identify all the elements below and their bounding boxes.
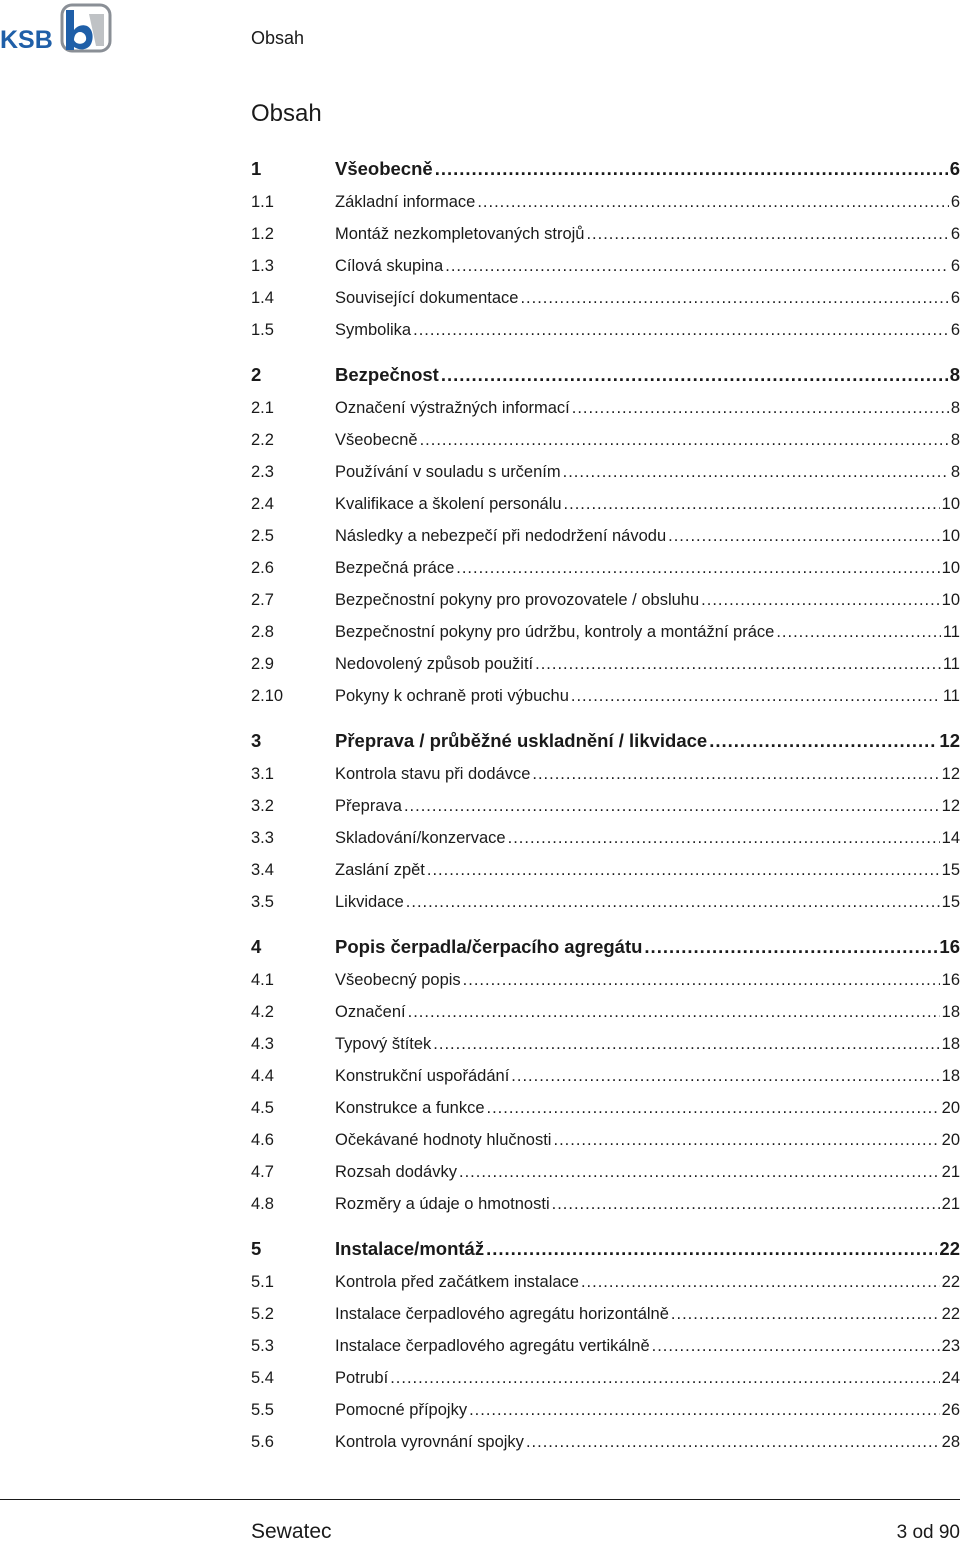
- toc-entry-title: Symbolika: [335, 321, 412, 339]
- toc-chapter: [251, 724, 960, 918]
- toc-entry[interactable]: [251, 314, 960, 346]
- toc-entry-number: 2.7: [251, 591, 274, 609]
- toc-entry-number: 5.1: [251, 1273, 274, 1291]
- toc-dot-leader: [420, 424, 949, 456]
- toc-entry-page: 15: [941, 893, 960, 911]
- toc-entry-title: Bezpečnost: [335, 364, 439, 385]
- toc-entry-page: 6: [950, 225, 960, 243]
- toc-chapter: [251, 152, 960, 346]
- toc-entry[interactable]: [251, 1362, 960, 1394]
- toc-dot-leader: [441, 358, 948, 392]
- toc-chapter: [251, 1232, 960, 1458]
- toc-dot-leader: [390, 1362, 939, 1394]
- toc-dot-leader: [652, 1330, 940, 1362]
- toc-dot-leader: [459, 1156, 940, 1188]
- toc-entry-number: 4.3: [251, 1035, 274, 1053]
- toc-entry-page: 28: [941, 1433, 960, 1451]
- toc-entry-title: Kontrola vyrovnání spojky: [335, 1433, 524, 1451]
- toc-entry-title: Bezpečnostní pokyny pro provozovatele / obsluhu: [335, 591, 700, 609]
- toc-entry-page: 22: [941, 1273, 960, 1291]
- toc-entry-number: 3.4: [251, 861, 274, 879]
- toc-entry-page: 8: [950, 399, 960, 417]
- toc-dot-leader: [486, 1232, 937, 1266]
- toc-entry-page: 23: [941, 1337, 960, 1355]
- toc-dot-leader: [776, 616, 941, 648]
- toc-entry-page: 14: [941, 829, 960, 847]
- toc-entry-title: Zaslání zpět: [335, 861, 425, 879]
- toc-entry[interactable]: [251, 854, 960, 886]
- toc-entry-title: Přeprava: [335, 797, 402, 815]
- toc-entry-page: 22: [941, 1305, 960, 1323]
- toc-entry-title: Kontrola před začátkem instalace: [335, 1273, 579, 1291]
- toc-entry[interactable]: [251, 1156, 960, 1188]
- toc-dot-leader: [668, 520, 940, 552]
- toc-entry-page: 26: [941, 1401, 960, 1419]
- toc-entry[interactable]: [251, 520, 960, 552]
- toc-entry-page: 12: [939, 730, 960, 751]
- toc-entry-title: Likvidace: [335, 893, 404, 911]
- toc-entry-title: Popis čerpadla/čerpacího agregátu: [335, 936, 643, 957]
- toc-entry-number: 4.8: [251, 1195, 274, 1213]
- toc-dot-leader: [408, 996, 940, 1028]
- toc-entry-page: 10: [941, 591, 960, 609]
- toc-entry[interactable]: [251, 552, 960, 584]
- toc-dot-leader: [552, 1188, 940, 1220]
- logo-text: KSB: [0, 26, 53, 54]
- toc-entry-page: 20: [941, 1099, 960, 1117]
- toc-entry[interactable]: [251, 964, 960, 996]
- toc-entry-number: 2.4: [251, 495, 274, 513]
- toc-entry-page: 21: [941, 1195, 960, 1213]
- toc-entry[interactable]: [251, 1092, 960, 1124]
- toc-entry[interactable]: [251, 886, 960, 918]
- toc-chapter: [251, 930, 960, 1220]
- toc-entry-title: Rozsah dodávky: [335, 1163, 457, 1181]
- toc-dot-leader: [511, 1060, 939, 1092]
- toc-entry-number: 4.6: [251, 1131, 274, 1149]
- toc-entry-number: 2.8: [251, 623, 274, 641]
- toc-entry-page: 15: [941, 861, 960, 879]
- toc-entry[interactable]: [251, 488, 960, 520]
- toc-dot-leader: [445, 250, 949, 282]
- toc-chapter-entry[interactable]: [251, 1232, 960, 1266]
- toc-entry[interactable]: [251, 1188, 960, 1220]
- toc-entry[interactable]: [251, 1394, 960, 1426]
- toc-dot-leader: [427, 854, 940, 886]
- toc-entry-page: 16: [939, 936, 960, 957]
- toc-dot-leader: [572, 392, 949, 424]
- toc-entry-number: 2.1: [251, 399, 274, 417]
- toc-entry-title: Bezpečná práce: [335, 559, 455, 577]
- toc-entry-title: Očekávané hodnoty hlučnosti: [335, 1131, 552, 1149]
- toc-entry[interactable]: [251, 996, 960, 1028]
- toc-chapter-entry[interactable]: [251, 358, 960, 392]
- toc-entry[interactable]: [251, 1060, 960, 1092]
- toc-entry-title: Konstrukce a funkce: [335, 1099, 485, 1117]
- toc-entry[interactable]: [251, 456, 960, 488]
- toc-dot-leader: [586, 218, 948, 250]
- toc-entry[interactable]: [251, 282, 960, 314]
- toc-entry[interactable]: [251, 186, 960, 218]
- toc-dot-leader: [701, 584, 939, 616]
- toc-dot-leader: [435, 152, 948, 186]
- toc-entry-number: 2.5: [251, 527, 274, 545]
- table-of-contents: [251, 152, 960, 1470]
- toc-entry-title: Cílová skupina: [335, 257, 444, 275]
- toc-chapter: [251, 358, 960, 712]
- toc-entry-page: 18: [941, 1035, 960, 1053]
- toc-entry[interactable]: [251, 1266, 960, 1298]
- toc-entry-page: 10: [941, 495, 960, 513]
- toc-entry-number: 2: [251, 364, 262, 385]
- toc-entry-page: 18: [941, 1003, 960, 1021]
- toc-entry-title: Potrubí: [335, 1369, 389, 1387]
- toc-entry-title: Všeobecný popis: [335, 971, 461, 989]
- toc-entry-number: 3: [251, 730, 262, 751]
- toc-dot-leader: [553, 1124, 939, 1156]
- toc-entry-title: Instalace/montáž: [335, 1238, 485, 1259]
- toc-entry[interactable]: [251, 250, 960, 282]
- toc-entry-page: 21: [941, 1163, 960, 1181]
- toc-entry-title: Instalace čerpadlového agregátu vertikálně: [335, 1337, 650, 1355]
- toc-entry[interactable]: [251, 1426, 960, 1458]
- footer-product-name: Sewatec: [251, 1520, 332, 1543]
- toc-entry-title: Konstrukční uspořádání: [335, 1067, 510, 1085]
- toc-dot-leader: [520, 282, 948, 314]
- toc-entry-number: 1.1: [251, 193, 274, 211]
- toc-entry[interactable]: [251, 392, 960, 424]
- toc-entry-title: Pomocné přípojky: [335, 1401, 468, 1419]
- toc-entry-title: Všeobecně: [335, 431, 418, 449]
- toc-dot-leader: [581, 1266, 940, 1298]
- toc-entry-number: 1.4: [251, 289, 274, 307]
- toc-chapter-entry[interactable]: [251, 152, 960, 186]
- toc-entry-number: 2.6: [251, 559, 274, 577]
- toc-entry-number: 1.3: [251, 257, 274, 275]
- toc-dot-leader: [463, 964, 940, 996]
- toc-dot-leader: [508, 822, 940, 854]
- toc-entry-title: Nedovolený způsob použití: [335, 655, 534, 673]
- toc-entry-page: 6: [950, 257, 960, 275]
- toc-entry[interactable]: [251, 1124, 960, 1156]
- toc-dot-leader: [433, 1028, 939, 1060]
- toc-dot-leader: [456, 552, 939, 584]
- toc-entry-page: 22: [939, 1238, 960, 1259]
- toc-entry-page: 18: [941, 1067, 960, 1085]
- toc-entry[interactable]: [251, 1028, 960, 1060]
- toc-chapter-entry[interactable]: [251, 724, 960, 758]
- header-title: Obsah: [251, 28, 305, 48]
- toc-dot-leader: [532, 758, 939, 790]
- toc-entry-page: 8: [950, 431, 960, 449]
- toc-entry-page: 6: [950, 193, 960, 211]
- toc-entry-title: Následky a nebezpečí při nedodržení návodu: [335, 527, 667, 545]
- toc-dot-leader: [406, 886, 940, 918]
- toc-entry-number: 5.6: [251, 1433, 274, 1451]
- toc-entry-number: 5.5: [251, 1401, 274, 1419]
- ksb-logo: [0, 2, 116, 54]
- toc-entry-number: 3.2: [251, 797, 274, 815]
- toc-dot-leader: [413, 314, 949, 346]
- toc-entry-page: 8: [949, 364, 960, 385]
- toc-entry-number: 5: [251, 1238, 262, 1259]
- footer-page-number: 3 od 90: [896, 1522, 960, 1543]
- toc-entry-page: 24: [941, 1369, 960, 1387]
- toc-entry-title: Instalace čerpadlového agregátu horizontálně: [335, 1305, 669, 1323]
- toc-entry-title: Kvalifikace a školení personálu: [335, 495, 562, 513]
- toc-entry-page: 11: [942, 623, 960, 641]
- toc-entry-title: Základní informace: [335, 193, 476, 211]
- toc-entry-title: Skladování/konzervace: [335, 829, 506, 847]
- toc-entry[interactable]: [251, 218, 960, 250]
- toc-entry[interactable]: [251, 584, 960, 616]
- toc-entry-page: 12: [941, 797, 960, 815]
- toc-entry-title: Označení: [335, 1003, 406, 1021]
- toc-entry-page: 12: [941, 765, 960, 783]
- toc-entry[interactable]: [251, 822, 960, 854]
- toc-entry-number: 2.2: [251, 431, 274, 449]
- toc-entry-title: Kontrola stavu při dodávce: [335, 765, 531, 783]
- toc-dot-leader: [404, 790, 940, 822]
- toc-entry[interactable]: [251, 680, 960, 712]
- toc-entry-number: 5.2: [251, 1305, 274, 1323]
- toc-entry[interactable]: [251, 1298, 960, 1330]
- toc-entry-number: 4.7: [251, 1163, 274, 1181]
- toc-entry[interactable]: [251, 616, 960, 648]
- toc-entry-title: Používání v souladu s určením: [335, 463, 561, 481]
- toc-entry-number: 2.9: [251, 655, 274, 673]
- toc-entry-page: 6: [949, 158, 960, 179]
- toc-entry-number: 2.10: [251, 687, 284, 705]
- toc-entry-number: 4.1: [251, 971, 274, 989]
- toc-entry-page: 16: [941, 971, 960, 989]
- toc-entry-page: 20: [941, 1131, 960, 1149]
- toc-entry-title: Přeprava / průběžné uskladnění / likvidace: [335, 730, 708, 751]
- toc-entry-number: 1: [251, 158, 262, 179]
- toc-entry-page: 6: [950, 321, 960, 339]
- footer-divider: [0, 1499, 960, 1500]
- toc-entry-number: 5.4: [251, 1369, 274, 1387]
- toc-entry[interactable]: [251, 758, 960, 790]
- toc-dot-leader: [564, 488, 940, 520]
- toc-entry-title: Související dokumentace: [335, 289, 519, 307]
- toc-entry[interactable]: [251, 790, 960, 822]
- toc-entry-page: 8: [950, 463, 960, 481]
- toc-entry-number: 4.5: [251, 1099, 274, 1117]
- toc-entry-title: Všeobecně: [335, 158, 433, 179]
- page-title: Obsah: [251, 100, 322, 127]
- toc-entry-title: Označení výstražných informací: [335, 399, 570, 417]
- toc-entry-number: 3.5: [251, 893, 274, 911]
- toc-dot-leader: [571, 680, 941, 712]
- toc-entry-title: Montáž nezkompletovaných strojů: [335, 225, 585, 243]
- toc-entry-number: 2.3: [251, 463, 274, 481]
- toc-dot-leader: [469, 1394, 940, 1426]
- toc-entry-number: 4: [251, 936, 262, 957]
- toc-chapter-entry[interactable]: [251, 930, 960, 964]
- toc-entry-title: Typový štítek: [335, 1035, 432, 1053]
- toc-entry-number: 3.1: [251, 765, 274, 783]
- toc-dot-leader: [671, 1298, 940, 1330]
- toc-dot-leader: [535, 648, 941, 680]
- toc-dot-leader: [487, 1092, 940, 1124]
- toc-dot-leader: [526, 1426, 940, 1458]
- toc-entry-title: Bezpečnostní pokyny pro údržbu, kontroly a montážní práce: [335, 623, 775, 641]
- toc-entry-number: 4.2: [251, 1003, 274, 1021]
- toc-entry-number: 1.2: [251, 225, 274, 243]
- toc-entry-page: 10: [941, 559, 960, 577]
- toc-dot-leader: [709, 724, 937, 758]
- toc-entry-page: 11: [942, 687, 960, 705]
- toc-entry-page: 11: [942, 655, 960, 673]
- toc-entry[interactable]: [251, 424, 960, 456]
- toc-entry[interactable]: [251, 648, 960, 680]
- toc-entry-title: Rozměry a údaje o hmotnosti: [335, 1195, 550, 1213]
- toc-entry[interactable]: [251, 1330, 960, 1362]
- toc-entry-number: 5.3: [251, 1337, 274, 1355]
- toc-dot-leader: [563, 456, 949, 488]
- toc-entry-number: 1.5: [251, 321, 274, 339]
- toc-entry-page: 10: [941, 527, 960, 545]
- toc-dot-leader: [644, 930, 937, 964]
- toc-entry-number: 3.3: [251, 829, 274, 847]
- toc-entry-title: Pokyny k ochraně proti výbuchu: [335, 687, 569, 705]
- toc-entry-page: 6: [950, 289, 960, 307]
- toc-entry-number: 4.4: [251, 1067, 274, 1085]
- toc-dot-leader: [477, 186, 948, 218]
